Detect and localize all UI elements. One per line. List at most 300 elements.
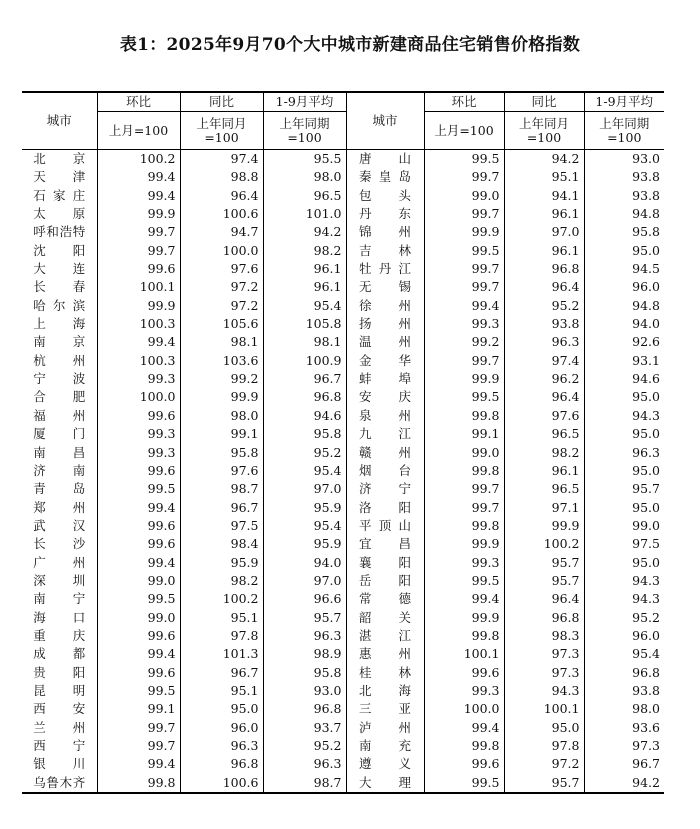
yoy-cell: 100.0 (180, 242, 263, 260)
city-name: 石家庄 (33, 187, 86, 203)
city-name: 大理 (359, 774, 411, 790)
mom-cell: 99.8 (97, 774, 180, 793)
mom-cell: 99.1 (424, 425, 504, 443)
mom-cell: 99.7 (97, 719, 180, 737)
yoy-cell: 97.4 (180, 150, 263, 169)
avg-cell: 97.3 (584, 737, 664, 755)
mom-cell: 99.6 (97, 664, 180, 682)
avg-cell: 95.7 (584, 480, 664, 498)
city-cell (22, 664, 97, 682)
city-name: 无锡 (359, 279, 411, 295)
yoy-cell: 94.2 (504, 150, 584, 169)
city-name: 桂林 (359, 664, 411, 680)
city-cell (22, 187, 97, 205)
table-row (22, 535, 664, 553)
mom-cell: 99.7 (424, 499, 504, 517)
city-cell (346, 499, 424, 517)
mom-cell: 99.9 (424, 535, 504, 553)
avg-cell: 95.0 (584, 462, 664, 480)
mom-cell: 99.5 (424, 150, 504, 169)
yoy-cell: 98.2 (180, 572, 263, 590)
city-name: 唐山 (359, 151, 411, 166)
mom-cell: 99.8 (424, 517, 504, 535)
mom-cell: 99.4 (97, 755, 180, 773)
city-name: 徐州 (359, 297, 411, 313)
avg-cell: 94.6 (263, 407, 346, 425)
mom-cell: 99.8 (424, 627, 504, 645)
yoy-cell: 98.8 (180, 168, 263, 186)
city-name: 吉林 (359, 242, 411, 258)
city-name: 哈尔滨 (33, 297, 86, 313)
city-name: 郑州 (33, 499, 86, 515)
yoy-cell: 100.2 (180, 590, 263, 608)
city-cell (346, 572, 424, 590)
mom-cell: 99.4 (424, 590, 504, 608)
city-name: 南宁 (33, 591, 86, 607)
city-cell (22, 333, 97, 351)
avg-cell: 98.0 (263, 168, 346, 186)
avg-cell: 93.0 (263, 682, 346, 700)
city-cell (22, 517, 97, 535)
city-cell (22, 352, 97, 370)
city-name: 遵义 (359, 756, 411, 772)
yoy-cell: 94.1 (504, 187, 584, 205)
mom-cell: 99.0 (424, 187, 504, 205)
mom-cell: 100.3 (97, 352, 180, 370)
city-cell (22, 755, 97, 773)
yoy-cell: 99.9 (504, 517, 584, 535)
avg-cell: 95.7 (263, 609, 346, 627)
city-cell (22, 388, 97, 406)
mom-cell: 99.6 (97, 462, 180, 480)
city-cell (346, 682, 424, 700)
city-cell (346, 480, 424, 498)
mom-cell: 99.6 (424, 755, 504, 773)
yoy-cell: 96.8 (504, 260, 584, 278)
city-name: 烟台 (359, 462, 411, 478)
city-name: 北京 (33, 151, 86, 166)
city-name: 沈阳 (33, 242, 86, 258)
city-name: 牡丹江 (359, 261, 411, 277)
city-cell (22, 150, 97, 169)
city-cell (22, 425, 97, 443)
avg-cell: 95.8 (263, 664, 346, 682)
city-name: 泉州 (359, 407, 411, 423)
city-cell (346, 774, 424, 793)
yoy-header-right: 同比 (504, 92, 584, 112)
city-cell (22, 444, 97, 462)
table-row (22, 242, 664, 260)
city-cell (22, 205, 97, 223)
city-cell (346, 664, 424, 682)
city-cell (22, 499, 97, 517)
yoy-cell: 96.8 (180, 755, 263, 773)
city-name: 乌鲁木齐 (33, 774, 86, 790)
table-row (22, 278, 664, 296)
mom-cell: 100.1 (97, 278, 180, 296)
city-name: 宜昌 (359, 536, 411, 552)
table-row (22, 627, 664, 645)
city-cell (346, 627, 424, 645)
city-cell (346, 462, 424, 480)
avg-cell: 98.7 (263, 774, 346, 793)
mom-cell: 99.7 (97, 223, 180, 241)
city-cell (346, 517, 424, 535)
yoy-header-left: 同比 (180, 92, 263, 112)
yoy-cell: 100.2 (504, 535, 584, 553)
mom-cell: 99.6 (97, 535, 180, 553)
yoy-cell: 99.2 (180, 370, 263, 388)
yoy-cell: 97.4 (504, 352, 584, 370)
avg-cell: 96.3 (584, 444, 664, 462)
city-cell (346, 645, 424, 663)
yoy-cell: 101.3 (180, 645, 263, 663)
mom-cell: 99.3 (424, 682, 504, 700)
mom-cell: 99.5 (424, 774, 504, 793)
table-row (22, 700, 664, 718)
table-row (22, 554, 664, 572)
mom-cell: 99.5 (424, 388, 504, 406)
city-cell (22, 774, 97, 793)
city-name: 韶关 (359, 609, 411, 625)
mom-base-left: 上月=100 (97, 112, 180, 150)
mom-cell: 99.4 (97, 554, 180, 572)
mom-cell: 99.7 (424, 260, 504, 278)
yoy-cell: 94.7 (180, 223, 263, 241)
city-cell (22, 315, 97, 333)
city-name: 九江 (359, 426, 411, 442)
mom-cell: 99.7 (424, 480, 504, 498)
yoy-cell: 97.8 (504, 737, 584, 755)
avg-cell: 97.0 (263, 480, 346, 498)
mom-cell: 99.3 (424, 554, 504, 572)
mom-cell: 99.2 (424, 333, 504, 351)
city-cell (22, 682, 97, 700)
city-cell (346, 223, 424, 241)
yoy-cell: 97.5 (180, 517, 263, 535)
table-row (22, 297, 664, 315)
mom-cell: 99.0 (97, 572, 180, 590)
city-cell (346, 187, 424, 205)
city-cell (346, 242, 424, 260)
city-name: 赣州 (359, 444, 411, 460)
avg-cell: 96.7 (263, 370, 346, 388)
city-name: 成都 (33, 646, 86, 662)
yoy-cell: 95.0 (180, 700, 263, 718)
avg-cell: 96.8 (263, 388, 346, 406)
avg-cell: 101.0 (263, 205, 346, 223)
table-row (22, 645, 664, 663)
yoy-cell: 97.6 (504, 407, 584, 425)
mom-cell: 100.0 (97, 388, 180, 406)
city-name: 杭州 (33, 352, 86, 368)
header-row-2 (22, 112, 664, 150)
city-name: 合肥 (33, 389, 86, 405)
table-row (22, 205, 664, 223)
avg-cell: 95.4 (263, 517, 346, 535)
avg-cell: 98.9 (263, 645, 346, 663)
city-name: 昆明 (33, 682, 86, 698)
mom-cell: 99.5 (97, 682, 180, 700)
yoy-cell: 97.3 (504, 645, 584, 663)
mom-cell: 99.1 (97, 700, 180, 718)
table-row (22, 682, 664, 700)
avg-cell: 95.8 (584, 223, 664, 241)
mom-cell: 99.3 (424, 315, 504, 333)
city-name: 锦州 (359, 224, 411, 240)
yoy-cell: 94.3 (504, 682, 584, 700)
city-cell (22, 260, 97, 278)
city-name: 重庆 (33, 627, 86, 643)
avg-cell: 94.3 (584, 407, 664, 425)
yoy-cell: 95.1 (504, 168, 584, 186)
table-row (22, 719, 664, 737)
yoy-cell: 96.8 (504, 609, 584, 627)
yoy-cell: 95.9 (180, 554, 263, 572)
mom-cell: 99.6 (97, 260, 180, 278)
avg-cell: 95.0 (584, 388, 664, 406)
mom-cell: 99.4 (424, 719, 504, 737)
yoy-cell: 96.1 (504, 462, 584, 480)
table-row (22, 609, 664, 627)
table-row (22, 388, 664, 406)
mom-cell: 99.6 (97, 407, 180, 425)
city-name: 襄阳 (359, 554, 411, 570)
yoy-cell: 95.7 (504, 774, 584, 793)
city-cell (346, 297, 424, 315)
mom-cell: 99.9 (424, 609, 504, 627)
mom-cell: 99.4 (97, 333, 180, 351)
mom-cell: 99.0 (97, 609, 180, 627)
mom-cell: 99.5 (424, 242, 504, 260)
city-name: 常德 (359, 591, 411, 607)
table-row (22, 168, 664, 186)
table-row (22, 425, 664, 443)
mom-cell: 99.3 (97, 370, 180, 388)
avg-cell: 98.1 (263, 333, 346, 351)
table-row (22, 572, 664, 590)
table-row (22, 187, 664, 205)
mom-cell: 99.5 (97, 590, 180, 608)
city-cell (346, 205, 424, 223)
price-index-table (22, 91, 664, 794)
avg-cell: 98.0 (584, 700, 664, 718)
city-name: 洛阳 (359, 499, 411, 515)
city-cell (346, 333, 424, 351)
avg-cell: 93.0 (584, 150, 664, 169)
avg-cell: 94.8 (584, 297, 664, 315)
city-name: 安庆 (359, 389, 411, 405)
avg-cell: 93.8 (584, 187, 664, 205)
avg-cell: 95.9 (263, 535, 346, 553)
city-cell (346, 535, 424, 553)
city-name: 蚌埠 (359, 371, 411, 387)
yoy-cell: 97.0 (504, 223, 584, 241)
city-name: 青岛 (33, 481, 86, 497)
avg-cell: 94.3 (584, 590, 664, 608)
avg-cell: 97.5 (584, 535, 664, 553)
city-name: 西宁 (33, 738, 86, 753)
table-row (22, 407, 664, 425)
avg-cell: 96.8 (584, 664, 664, 682)
yoy-cell: 98.1 (180, 333, 263, 351)
city-name: 大连 (33, 261, 86, 277)
avg-cell: 96.6 (263, 590, 346, 608)
city-cell (22, 554, 97, 572)
avg-cell: 98.2 (263, 242, 346, 260)
mom-cell: 100.3 (97, 315, 180, 333)
city-name: 天津 (33, 169, 86, 185)
city-cell (22, 297, 97, 315)
avg-cell: 100.9 (263, 352, 346, 370)
yoy-cell: 96.7 (180, 499, 263, 517)
avg-cell: 95.5 (263, 150, 346, 169)
city-cell (346, 755, 424, 773)
mom-cell: 99.4 (97, 645, 180, 663)
city-cell (346, 315, 424, 333)
avg-cell: 95.8 (263, 425, 346, 443)
city-cell (346, 700, 424, 718)
yoy-cell: 96.1 (504, 205, 584, 223)
avg-cell: 94.2 (263, 223, 346, 241)
yoy-cell: 100.1 (504, 700, 584, 718)
mom-cell: 99.7 (424, 205, 504, 223)
city-name: 扬州 (359, 316, 411, 332)
city-name: 三亚 (359, 701, 411, 717)
city-name: 温州 (359, 334, 411, 350)
yoy-cell: 95.0 (504, 719, 584, 737)
city-name: 兰州 (33, 719, 86, 735)
yoy-cell: 96.4 (504, 388, 584, 406)
table-row (22, 150, 664, 169)
avg-cell: 105.8 (263, 315, 346, 333)
city-cell (22, 627, 97, 645)
yoy-cell: 97.8 (180, 627, 263, 645)
avg-cell: 96.5 (263, 187, 346, 205)
mom-base-right: 上月=100 (424, 112, 504, 150)
yoy-cell: 96.1 (504, 242, 584, 260)
avg-cell: 93.1 (584, 352, 664, 370)
table-row (22, 664, 664, 682)
mom-cell: 99.9 (424, 223, 504, 241)
city-name: 武汉 (33, 517, 86, 533)
avg-cell: 96.0 (584, 278, 664, 296)
yoy-cell: 99.1 (180, 425, 263, 443)
city-name: 济宁 (359, 481, 411, 497)
header-row-1 (22, 92, 664, 112)
table-row (22, 444, 664, 462)
mom-cell: 99.7 (424, 278, 504, 296)
mom-header-right: 环比 (424, 92, 504, 112)
city-cell (22, 242, 97, 260)
table-row (22, 517, 664, 535)
avg-cell: 97.0 (263, 572, 346, 590)
avg-cell: 99.0 (584, 517, 664, 535)
mom-cell: 99.4 (97, 187, 180, 205)
city-name: 长沙 (33, 536, 86, 552)
yoy-cell: 95.1 (180, 682, 263, 700)
mom-cell: 100.1 (424, 645, 504, 663)
city-name: 秦皇岛 (359, 169, 411, 185)
avg-header-right: 1-9月平均 (584, 92, 664, 112)
city-cell (22, 572, 97, 590)
city-name: 湛江 (359, 627, 411, 643)
mom-cell: 99.5 (97, 480, 180, 498)
yoy-cell: 100.6 (180, 205, 263, 223)
yoy-cell: 105.6 (180, 315, 263, 333)
mom-cell: 99.3 (97, 444, 180, 462)
city-cell (22, 462, 97, 480)
city-name: 包头 (359, 187, 411, 203)
yoy-base-right: 上年同月 =100 (504, 112, 584, 150)
avg-cell: 94.3 (584, 572, 664, 590)
avg-cell: 94.0 (263, 554, 346, 572)
yoy-cell: 95.2 (504, 297, 584, 315)
city-name: 银川 (33, 756, 86, 772)
city-cell (22, 700, 97, 718)
avg-cell: 95.9 (263, 499, 346, 517)
yoy-cell: 98.0 (180, 407, 263, 425)
table-row (22, 370, 664, 388)
avg-cell: 95.0 (584, 425, 664, 443)
yoy-cell: 99.9 (180, 388, 263, 406)
yoy-cell: 96.5 (504, 425, 584, 443)
avg-cell: 95.0 (584, 554, 664, 572)
city-cell (22, 278, 97, 296)
table-row (22, 499, 664, 517)
yoy-cell: 95.7 (504, 572, 584, 590)
avg-cell: 96.8 (263, 700, 346, 718)
yoy-cell: 97.6 (180, 462, 263, 480)
yoy-cell: 96.3 (180, 737, 263, 755)
city-cell (346, 388, 424, 406)
table-row (22, 352, 664, 370)
yoy-cell: 97.2 (504, 755, 584, 773)
table-row (22, 315, 664, 333)
city-cell (346, 278, 424, 296)
mom-cell: 100.2 (97, 150, 180, 169)
avg-cell: 95.2 (263, 737, 346, 755)
city-cell (346, 260, 424, 278)
city-cell (346, 352, 424, 370)
city-header-left: 城市 (22, 92, 97, 150)
avg-cell: 95.0 (584, 242, 664, 260)
yoy-cell: 95.1 (180, 609, 263, 627)
mom-cell: 99.9 (97, 297, 180, 315)
avg-cell: 95.0 (584, 499, 664, 517)
yoy-cell: 97.1 (504, 499, 584, 517)
table-row (22, 260, 664, 278)
city-name: 宁波 (33, 371, 86, 387)
yoy-cell: 98.2 (504, 444, 584, 462)
city-name: 济南 (33, 462, 86, 478)
table-row (22, 590, 664, 608)
city-name: 厦门 (33, 426, 86, 442)
yoy-cell: 95.8 (180, 444, 263, 462)
city-header-right: 城市 (346, 92, 424, 150)
avg-cell: 93.6 (584, 719, 664, 737)
city-name: 长春 (33, 279, 86, 295)
city-name: 南昌 (33, 444, 86, 460)
city-name: 广州 (33, 554, 86, 570)
yoy-cell: 97.2 (180, 278, 263, 296)
city-cell (22, 719, 97, 737)
avg-cell: 93.7 (263, 719, 346, 737)
table-row (22, 737, 664, 755)
city-cell (346, 425, 424, 443)
yoy-cell: 96.4 (504, 278, 584, 296)
avg-cell: 95.2 (584, 609, 664, 627)
